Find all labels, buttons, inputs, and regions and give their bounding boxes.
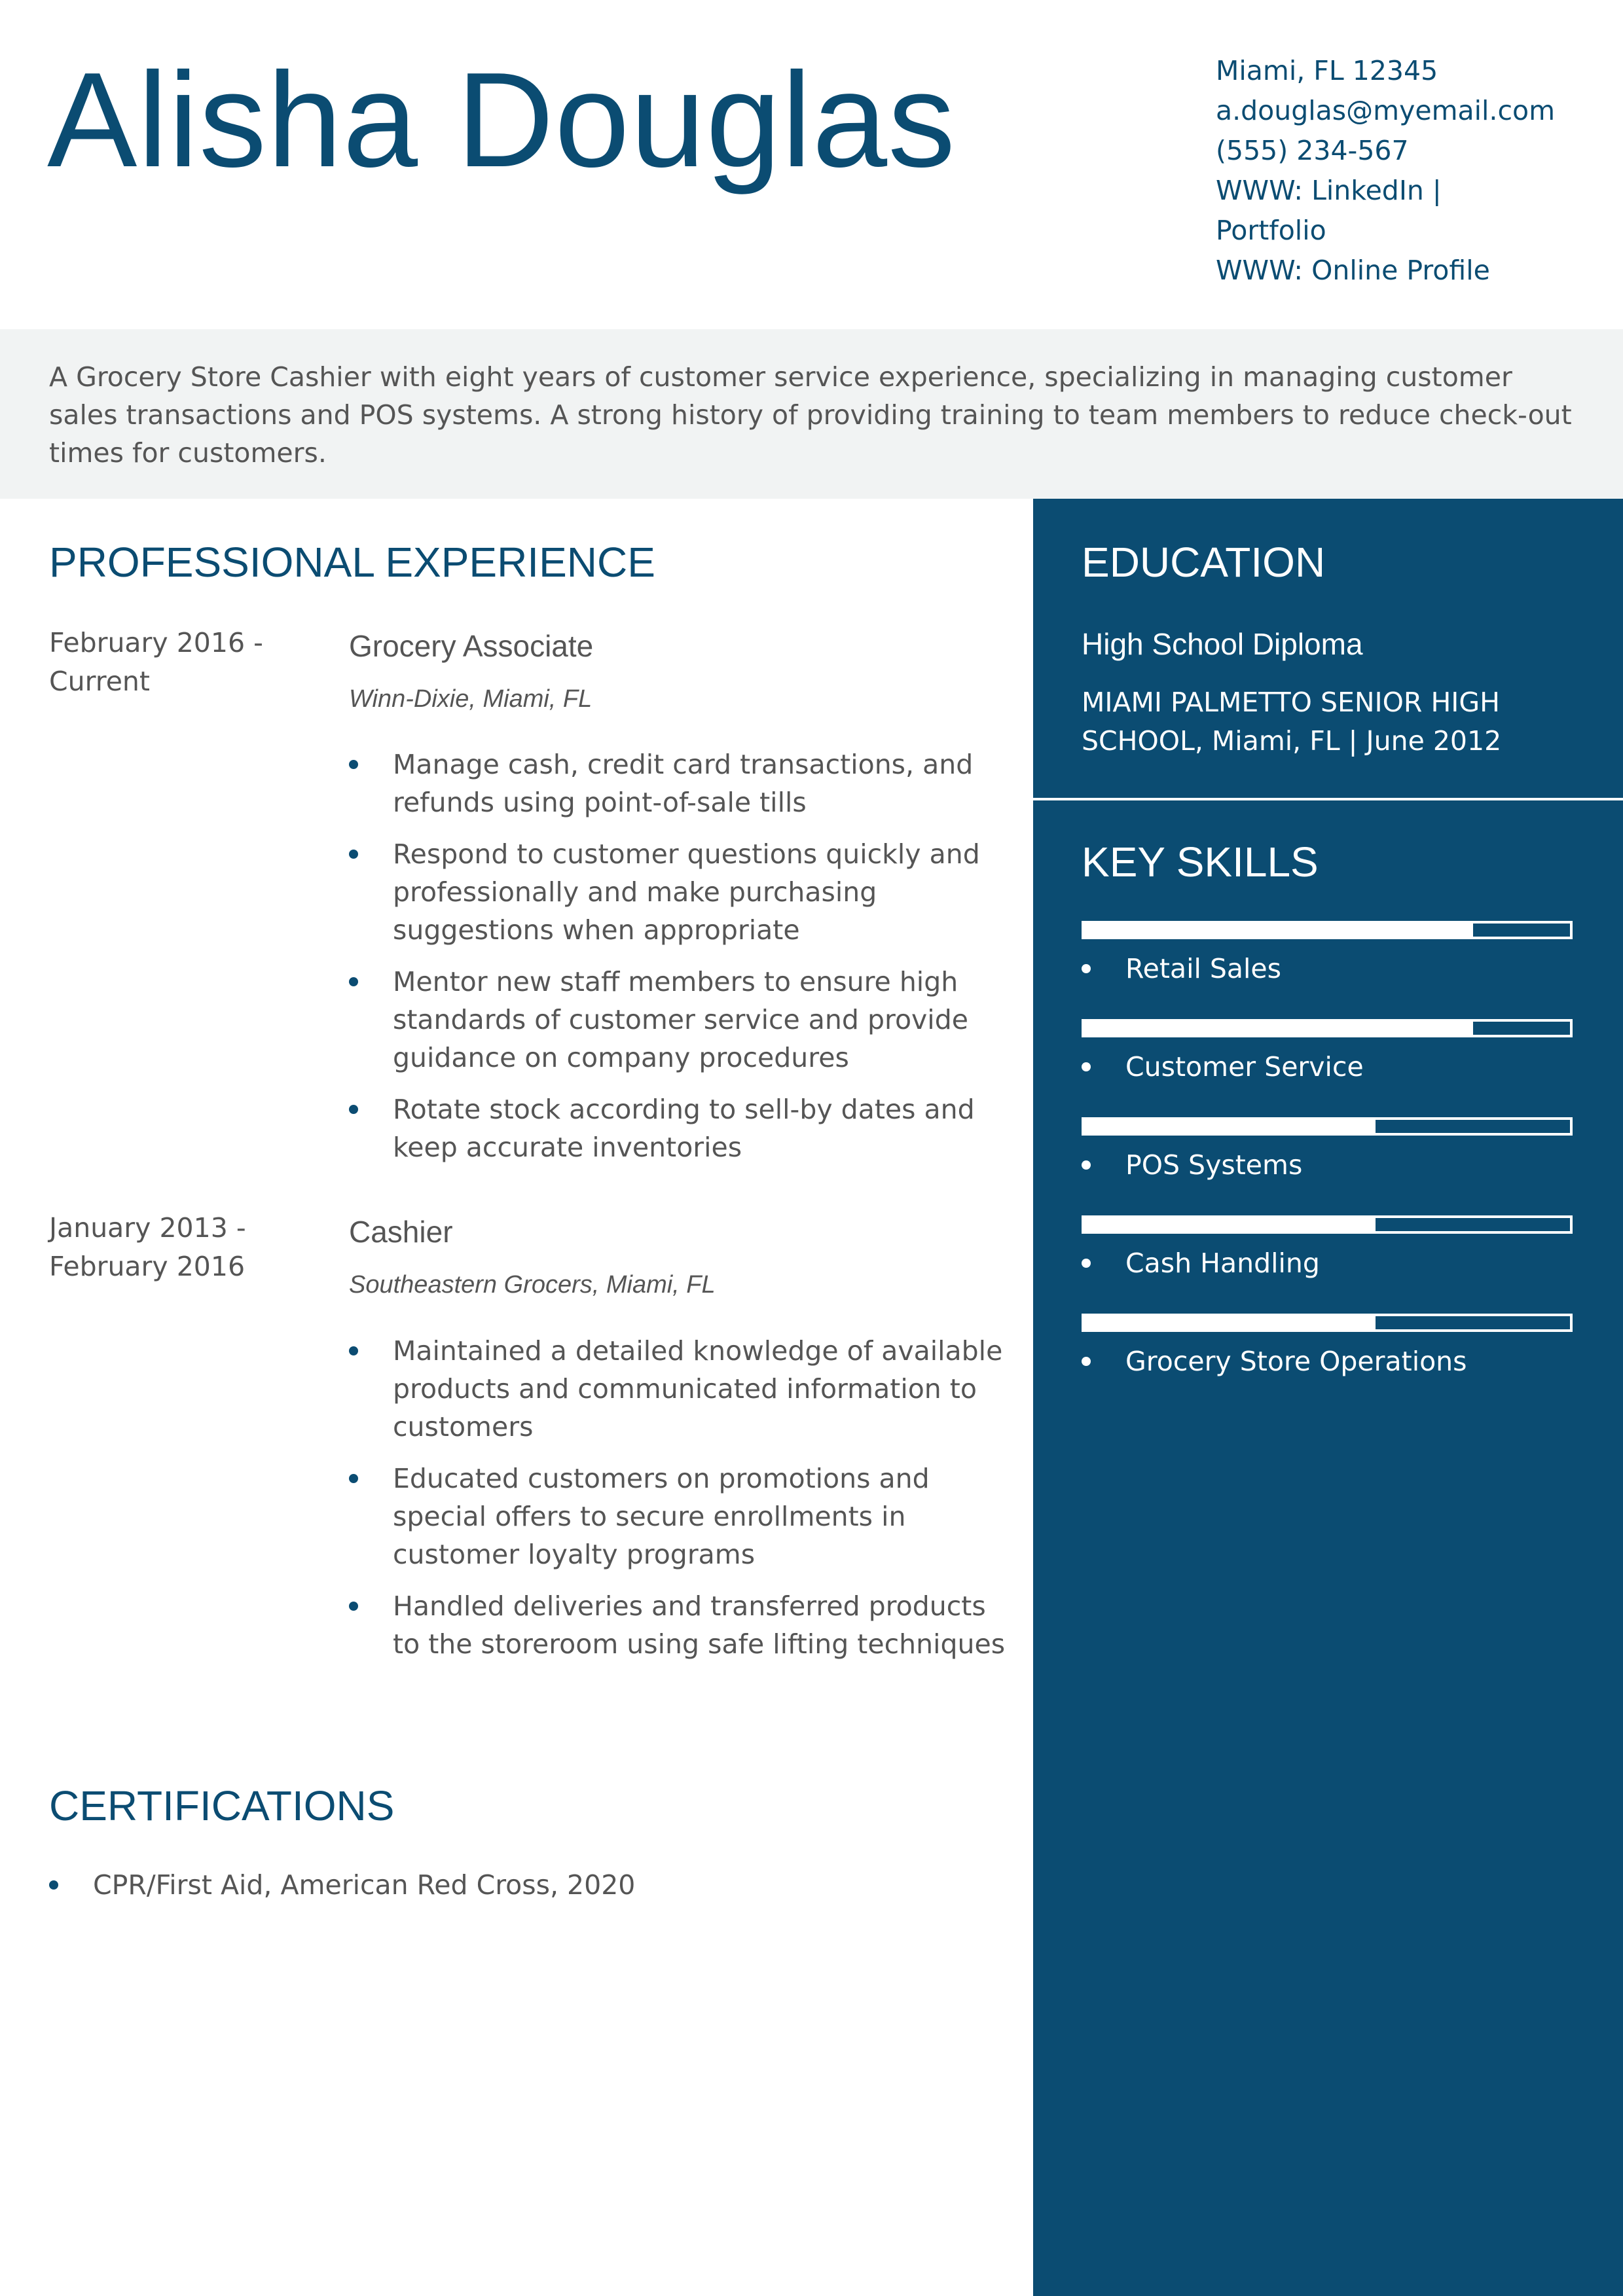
list-item bbox=[49, 1866, 966, 1904]
skill-level-fill bbox=[1084, 1316, 1376, 1329]
contact-phone: (555) 234-567 bbox=[1216, 135, 1409, 166]
bullet-text: Respond to customer questions quickly and professionally and make purchasing suggestions when appropriate bbox=[393, 838, 980, 946]
job-company: Winn-Dixie, Miami, FL bbox=[349, 685, 593, 713]
bullet-text: Maintained a detailed knowledge of available products and communicated information to customers bbox=[393, 1335, 1003, 1443]
summary-section bbox=[0, 329, 1623, 499]
skill-item bbox=[1082, 1117, 1573, 1206]
skill-level-bar bbox=[1082, 1314, 1573, 1332]
skill-level-fill bbox=[1084, 1120, 1376, 1133]
job-date-start: January 2013 - bbox=[49, 1212, 246, 1244]
skill-level-fill bbox=[1084, 924, 1473, 937]
skill-item bbox=[1082, 1019, 1573, 1107]
bullet-icon bbox=[1082, 1357, 1091, 1366]
job-bullets bbox=[349, 1332, 1010, 1677]
bullet-icon bbox=[1082, 1160, 1091, 1170]
job-date-end: February 2016 bbox=[49, 1251, 246, 1282]
job-title: Grocery Associate bbox=[349, 629, 594, 663]
bullet-icon bbox=[1082, 964, 1091, 973]
skill-label: Grocery Store Operations bbox=[1125, 1346, 1467, 1377]
list-item bbox=[349, 1460, 1010, 1573]
education-heading: EDUCATION bbox=[1082, 539, 1326, 586]
sidebar-divider bbox=[1033, 798, 1623, 800]
candidate-name: Alisha Douglas bbox=[47, 45, 957, 195]
job-company: Southeastern Grocers, Miami, FL bbox=[349, 1271, 716, 1299]
experience-heading: PROFESSIONAL EXPERIENCE bbox=[49, 539, 655, 586]
bullet-icon bbox=[1082, 1259, 1091, 1268]
bullet-text: Educated customers on promotions and special offers to secure enrollments in customer loyalty programs bbox=[393, 1463, 930, 1570]
contact-online-profile[interactable]: WWW: Online Profile bbox=[1216, 255, 1490, 286]
education-school-name: MIAMI PALMETTO SENIOR HIGH bbox=[1082, 687, 1500, 718]
list-item bbox=[349, 1090, 1010, 1166]
contact-links-portfolio[interactable]: Portfolio bbox=[1216, 215, 1326, 246]
job-date-end: Current bbox=[49, 666, 150, 697]
skill-level-bar bbox=[1082, 1215, 1573, 1234]
education-school bbox=[1082, 683, 1605, 761]
bullet-icon bbox=[349, 760, 358, 769]
certification-text: CPR/First Aid, American Red Cross, 2020 bbox=[93, 1869, 636, 1901]
skill-item bbox=[1082, 921, 1573, 1009]
bullet-icon bbox=[349, 1602, 358, 1611]
job-date bbox=[49, 624, 311, 701]
contact-email[interactable]: a.douglas@myemail.com bbox=[1216, 95, 1556, 126]
job-date-start: February 2016 - bbox=[49, 627, 263, 658]
contact-links[interactable]: WWW: LinkedIn | bbox=[1216, 175, 1442, 206]
bullet-icon bbox=[349, 1474, 358, 1483]
bullet-icon bbox=[349, 977, 358, 986]
bullet-text: Rotate stock according to sell-by dates and keep accurate inventories bbox=[393, 1094, 975, 1163]
skill-label: Customer Service bbox=[1125, 1051, 1364, 1083]
skill-level-fill bbox=[1084, 1022, 1473, 1035]
job-date bbox=[49, 1209, 311, 1286]
list-item bbox=[349, 1332, 1010, 1446]
education-school-details: SCHOOL, Miami, FL | June 2012 bbox=[1082, 725, 1502, 757]
job-bullets bbox=[349, 745, 1010, 1180]
bullet-icon bbox=[349, 1346, 358, 1355]
skill-label: Retail Sales bbox=[1125, 953, 1282, 984]
skills-heading: KEY SKILLS bbox=[1082, 838, 1319, 886]
certifications-heading: CERTIFICATIONS bbox=[49, 1782, 395, 1829]
contact-location: Miami, FL 12345 bbox=[1216, 55, 1438, 86]
bullet-text: Mentor new staff members to ensure high standards of customer service and provide guidance on company procedures bbox=[393, 966, 968, 1073]
list-item bbox=[349, 963, 1010, 1077]
summary-text: A Grocery Store Cashier with eight years of customer service experience, specializing in managing customer sales transactions and POS systems. A strong history of providing training to team members to reduce check-out times for customers. bbox=[49, 361, 1572, 469]
bullet-text: Manage cash, credit card transactions, and refunds using point-of-sale tills bbox=[393, 749, 974, 818]
skill-item bbox=[1082, 1215, 1573, 1304]
bullet-text: Handled deliveries and transferred products to the storeroom using safe lifting techniques bbox=[393, 1590, 1006, 1660]
bullet-icon bbox=[49, 1880, 58, 1890]
job-title: Cashier bbox=[349, 1215, 453, 1249]
bullet-icon bbox=[349, 850, 358, 859]
skill-level-bar bbox=[1082, 921, 1573, 939]
education-degree: High School Diploma bbox=[1082, 627, 1363, 661]
bullet-icon bbox=[349, 1105, 358, 1114]
list-item bbox=[349, 1587, 1010, 1663]
list-item bbox=[349, 835, 1010, 949]
skill-label: POS Systems bbox=[1125, 1149, 1303, 1181]
list-item bbox=[349, 745, 1010, 821]
skill-level-fill bbox=[1084, 1218, 1376, 1231]
bullet-icon bbox=[1082, 1062, 1091, 1071]
skill-level-bar bbox=[1082, 1117, 1573, 1136]
skill-level-bar bbox=[1082, 1019, 1573, 1037]
contact-block bbox=[1216, 51, 1609, 291]
skill-label: Cash Handling bbox=[1125, 1247, 1320, 1279]
skill-item bbox=[1082, 1314, 1573, 1402]
